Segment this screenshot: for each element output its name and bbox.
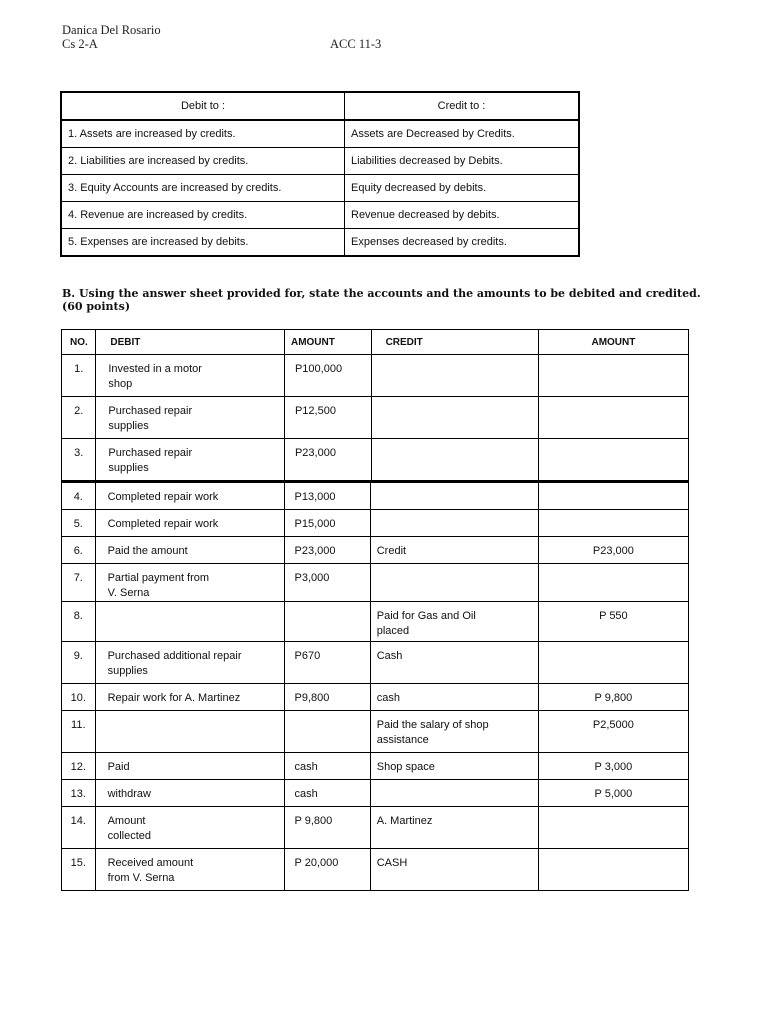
debit-amount: P 9,800 — [284, 807, 370, 849]
rule-credit: Expenses decreased by credits. — [345, 229, 580, 257]
credit-amount — [538, 642, 688, 684]
rule-credit: Revenue decreased by debits. — [345, 202, 580, 229]
debit-amount: P15,000 — [284, 510, 370, 537]
credit-account: Shop space — [370, 753, 538, 780]
table-row — [62, 602, 689, 642]
debit-account: Invested in a motor shop — [96, 355, 285, 397]
table-row — [62, 355, 689, 397]
credit-account — [370, 510, 538, 537]
credit-amount: P23,000 — [538, 537, 688, 564]
debit-amount: P3,000 — [284, 564, 370, 602]
row-number: 3. — [62, 439, 96, 481]
credit-amount: P 5,000 — [538, 780, 688, 807]
row-number: 5. — [62, 510, 96, 537]
rule-debit: 3. Equity Accounts are increased by credits. — [61, 175, 345, 202]
row-number: 4. — [62, 483, 96, 510]
row-number: 14. — [62, 807, 96, 849]
row-number: 7. — [62, 564, 96, 602]
table-row — [62, 807, 689, 849]
rules-row — [61, 202, 579, 229]
student-name: Danica Del Rosario — [62, 23, 161, 37]
debit-amount: P13,000 — [284, 483, 370, 510]
table-row — [62, 439, 689, 481]
credit-account — [371, 355, 538, 397]
row-number: 9. — [62, 642, 96, 684]
header-no: NO. — [62, 330, 96, 355]
credit-amount — [538, 355, 688, 397]
rule-debit: 4. Revenue are increased by credits. — [61, 202, 345, 229]
credit-account: Paid the salary of shop assistance — [370, 711, 538, 753]
credit-amount — [538, 439, 688, 481]
rule-debit: 5. Expenses are increased by debits. — [61, 229, 345, 257]
rule-debit: 1. Assets are increased by credits. — [61, 120, 345, 148]
debit-amount: P23,000 — [284, 439, 371, 481]
row-number: 2. — [62, 397, 96, 439]
credit-amount — [538, 397, 688, 439]
debit-account: Purchased additional repair supplies — [95, 642, 284, 684]
rules-header-debit: Debit to : — [61, 92, 345, 120]
answer-sheet-table-top — [61, 329, 689, 482]
debit-amount: cash — [284, 753, 370, 780]
row-number: 11. — [62, 711, 96, 753]
credit-account — [370, 564, 538, 602]
row-number: 15. — [62, 849, 96, 891]
row-number: 6. — [62, 537, 96, 564]
debit-amount: P12,500 — [284, 397, 371, 439]
rules-row — [61, 120, 579, 148]
debit-amount: P9,800 — [284, 684, 370, 711]
credit-amount: P2,5000 — [538, 711, 688, 753]
debit-amount — [284, 711, 370, 753]
table-row — [62, 397, 689, 439]
credit-amount: P 9,800 — [538, 684, 688, 711]
rule-credit: Assets are Decreased by Credits. — [345, 120, 580, 148]
table-row — [62, 753, 689, 780]
table-row — [62, 684, 689, 711]
rules-row — [61, 175, 579, 202]
row-number: 8. — [62, 602, 96, 642]
debit-account: Purchased repair supplies — [96, 439, 285, 481]
debit-account: Purchased repair supplies — [96, 397, 285, 439]
table-row — [62, 537, 689, 564]
debit-account: Partial payment from V. Serna — [95, 564, 284, 602]
credit-amount — [538, 510, 688, 537]
credit-account — [370, 780, 538, 807]
rules-row — [61, 148, 579, 175]
debit-amount — [284, 602, 370, 642]
credit-account: Paid for Gas and Oil placed — [370, 602, 538, 642]
rule-credit: Liabilities decreased by Debits. — [345, 148, 580, 175]
row-number: 1. — [62, 355, 96, 397]
rules-row — [61, 229, 579, 257]
header-debit: DEBIT — [96, 330, 285, 355]
table-row — [62, 564, 689, 602]
credit-account: CASH — [370, 849, 538, 891]
course-code: ACC 11-3 — [330, 37, 382, 51]
header-amount: AMOUNT — [284, 330, 371, 355]
answer-sheet-table-bottom — [61, 482, 689, 891]
debit-amount: P 20,000 — [284, 849, 370, 891]
credit-account — [371, 397, 538, 439]
credit-account: Credit — [370, 537, 538, 564]
table-row — [62, 483, 689, 510]
table-row — [62, 711, 689, 753]
debit-account: Amount collected — [95, 807, 284, 849]
table-row — [62, 510, 689, 537]
credit-account: A. Martinez — [370, 807, 538, 849]
credit-account: Cash — [370, 642, 538, 684]
header-credit: CREDIT — [371, 330, 538, 355]
debit-amount: P100,000 — [284, 355, 371, 397]
rule-credit: Equity decreased by debits. — [345, 175, 580, 202]
table-row — [62, 780, 689, 807]
rule-debit: 2. Liabilities are increased by credits. — [61, 148, 345, 175]
debit-account: Completed repair work — [95, 510, 284, 537]
header-credit-amount: AMOUNT — [538, 330, 688, 355]
table-row — [62, 642, 689, 684]
instructions: B. Using the answer sheet provided for, state the accounts and the amounts to be debited and credited. (60 points) — [62, 287, 701, 313]
row-number: 12. — [62, 753, 96, 780]
debit-account: withdraw — [95, 780, 284, 807]
rules-header-credit: Credit to : — [345, 92, 580, 120]
student-section: Cs 2-A — [62, 37, 98, 51]
credit-amount: P 3,000 — [538, 753, 688, 780]
debit-credit-rules-table — [60, 91, 580, 257]
row-number: 10. — [62, 684, 96, 711]
credit-account — [370, 483, 538, 510]
answer-header-row — [62, 330, 689, 355]
credit-amount: P 550 — [538, 602, 688, 642]
debit-account: Paid — [95, 753, 284, 780]
debit-account — [95, 711, 284, 753]
debit-amount: cash — [284, 780, 370, 807]
debit-account: Completed repair work — [95, 483, 284, 510]
credit-account — [371, 439, 538, 481]
table-row — [62, 849, 689, 891]
debit-account: Paid the amount — [95, 537, 284, 564]
debit-amount: P670 — [284, 642, 370, 684]
credit-amount — [538, 483, 688, 510]
row-number: 13. — [62, 780, 96, 807]
debit-account — [95, 602, 284, 642]
credit-amount — [538, 807, 688, 849]
credit-amount — [538, 849, 688, 891]
credit-account: cash — [370, 684, 538, 711]
credit-amount — [538, 564, 688, 602]
debit-account: Received amount from V. Serna — [95, 849, 284, 891]
debit-account: Repair work for A. Martinez — [95, 684, 284, 711]
debit-amount: P23,000 — [284, 537, 370, 564]
